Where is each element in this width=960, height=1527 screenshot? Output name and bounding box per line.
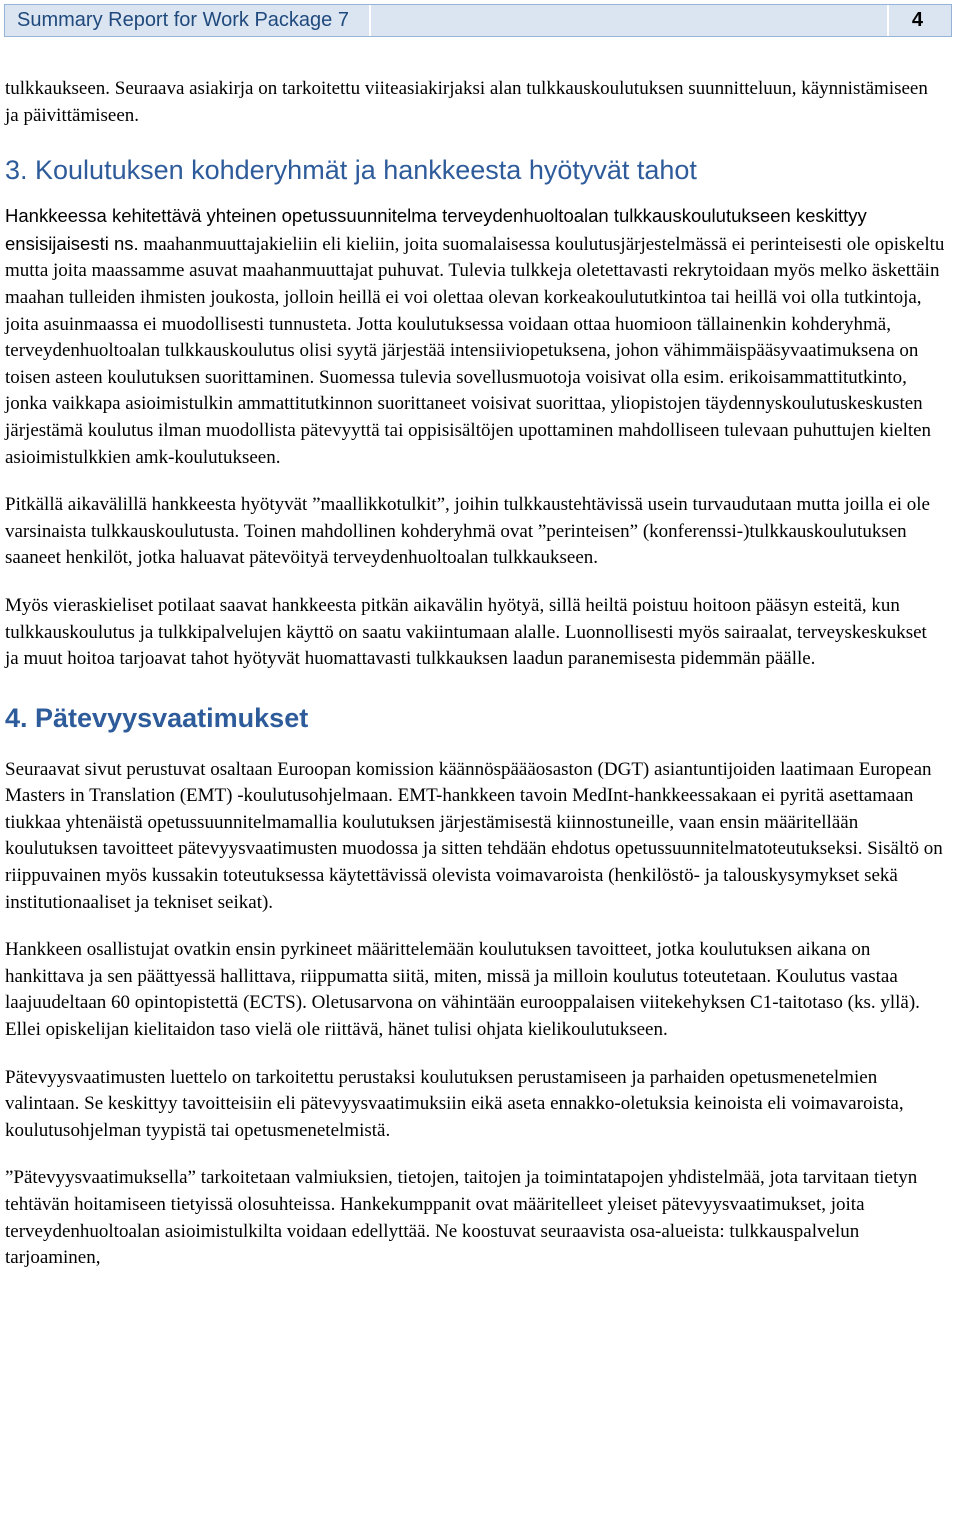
section-3-paragraph-2: Pitkällä aikavälillä hankkeesta hyötyvät ”maallikkotulkit”, joihin tulkkaustehtävissä usein turvaudutaan mutta joilla ei ole varsinaista tulkkauskoulutusta. Toinen mahdollinen kohderyhmä ovat ”perinteisen” (konferenssi-)tulkkauskoulutuksen saaneet henkilöt, jotka haluavat pätevöityä terveydenhuoltoalan tulkkaukseen. [5,494,930,569]
page-number: 4 [887,5,951,36]
section-4-paragraph-4: ”Pätevyysvaatimuksella” tarkoitetaan valmiuksien, tietojen, taitojen ja toimintatapojen yhdistelmää, jota tarvitaan tietyn tehtävän hoitamiseen tietyissä olosuhteissa. Hankekumppanit ovat määritelleet yleiset pätevyysvaatimukset, joita terveydenhuoltoalan asioimistulkilta voidaan edellyttää. Ne koostuvat seuraavista osa-alueista: tulkkauspalvelun tarjoaminen, [5,1167,918,1269]
section-4-paragraph-2: Hankkeen osallistujat ovatkin ensin pyrkineet määrittelemään koulutuksen tavoitteet, jotka koulutuksen aikana on hankittava ja sen päättyessä hallittava, riippumatta siitä, miten, missä ja milloin koulutus toteutetaan. Koulutus vastaa laajuudeltaan 60 opintopistettä (ECTS). Oletusarvona on vähintään eurooppalaisen viitekehyksen C1-taitotaso (ks. yllä). Ellei opiskelijan kielitaidon taso vielä ole riittävä, hänet tulisi ohjata kielikoulutukseen. [5,939,920,1041]
section-3-heading: 3. Koulutuksen kohderyhmät ja hankkeesta hyötyvät tahot [5,155,697,186]
section-4-heading: 4. Pätevyysvaatimukset [5,702,309,733]
section-3-paragraph-3: Myös vieraskieliset potilaat saavat hankkeesta pitkän aikavälin hyötyä, sillä heiltä poistuu hoitoon pääsyn esteitä, kun tulkkauskoulutus ja tulkkipalvelujen käyttö on saatu vakiintumaan alalle. Luonnollisesti myös sairaalat, terveyskeskukset ja muut hoitoa tarjoavat tahot hyötyvät huomattavasti tulkkauksen laadun paranemisesta pidemmän päälle. [5,594,927,670]
header-band [373,5,887,36]
section-4-paragraph-1: Seuraavat sivut perustuvat osaltaan Euroopan komission käännöspäääosaston (DGT) asiantuntijoiden laatimaan European Masters in Translation (EMT) -koulutusohjelmaan. EMT-hankkeen tavoin MedInt-hankkeessakaan ei pyritä asettamaan tiukkaa yhtenäistä opetussuunnitelmamallia koulutuksen järjestämisestä kiinnostuneille, vaan ensin määritellään koulutuksen tavoitteet pätevyysvaatimusten muodossa ja sitten tehdään ehdotus opetussuunnitelmatoteutukseksi. Sisältö on riippuvainen myös kussakin toteutuksessa käytettävissä olevista voimavaroista (henkilöstö- ja talouskysymykset sekä institutionaaliset ja tekniset seikat). [5,758,943,913]
section-3-paragraph-1-rest: maahanmuuttajakieliin eli kieliin, joita suomalaisessa koulutusjärjestelmässä ei perinteisesti ole opiskeltu mutta joita maassamme asuvat maahanmuuttajat puhuvat. Tulevia tulkkeja oletettavasti rekrytoidaan myös melko äskettäin maahan tulleiden ihmisten joukosta, jolloin heillä ei voi olettaa olevan korkeakoulututkintoa tai heillä voi olla tutkintoja, joita asuinmaassa ei muodollisesti tunnusteta. Jotta koulutuksessa voidaan ottaa huomioon tällainenkin kohderyhmä, terveydenhuoltoalan tulkkauskoulutus olisi syytä järjestää intensiiviopetuksena, johon vähimmäispääsyvaatimuksena on toisen asteen koulutuksen suorittaminen. Suomessa tulevia sovellusmuotoja voisivat olla esim. erikoisammattitutkinto, jonka vaikkapa asioimistulkin ammattitutkinnon suorittaneet voisivat suorittaa, yliopistojen täydennyskoulutuskeskusten järjestämä koulutus ilman muodollista pätevyyttä tai oppisisältöjen upottaminen mahdolliseen tulevaan puhuttujen kielten asioimistulkkien amk-koulutukseen. [5,233,945,468]
page-header [4,4,952,37]
section-4-paragraph-3: Pätevyysvaatimusten luettelo on tarkoitettu perustaksi koulutuksen perustamiseen ja parhaiden opetusmenetelmien valintaan. Se keskittyy tavoitteisiin eli pätevyysvaatimuksiin eikä aseta ennakko-oletuksia keinoista eli voimavaroista, koulutusohjelman tyypistä tai opetusmenetelmistä. [5,1066,904,1141]
section-3-paragraph-1 [5,203,945,471]
document-body [5,76,945,1272]
section-3-paragraph-1-lead: Hankkeessa kehitettävä yhteinen opetussuunnitelma terveydenhuoltoalan tulkkauskoulutukseen keskittyy ensisijaisesti ns. [5,205,867,254]
intro-continued-paragraph: tulkkaukseen. Seuraava asiakirja on tarkoitettu viiteasiakirjaksi alan tulkkauskoulutuksen suunnitteluun, käynnistämiseen ja päivittämiseen. [5,78,928,126]
header-title: Summary Report for Work Package 7 [5,5,371,36]
